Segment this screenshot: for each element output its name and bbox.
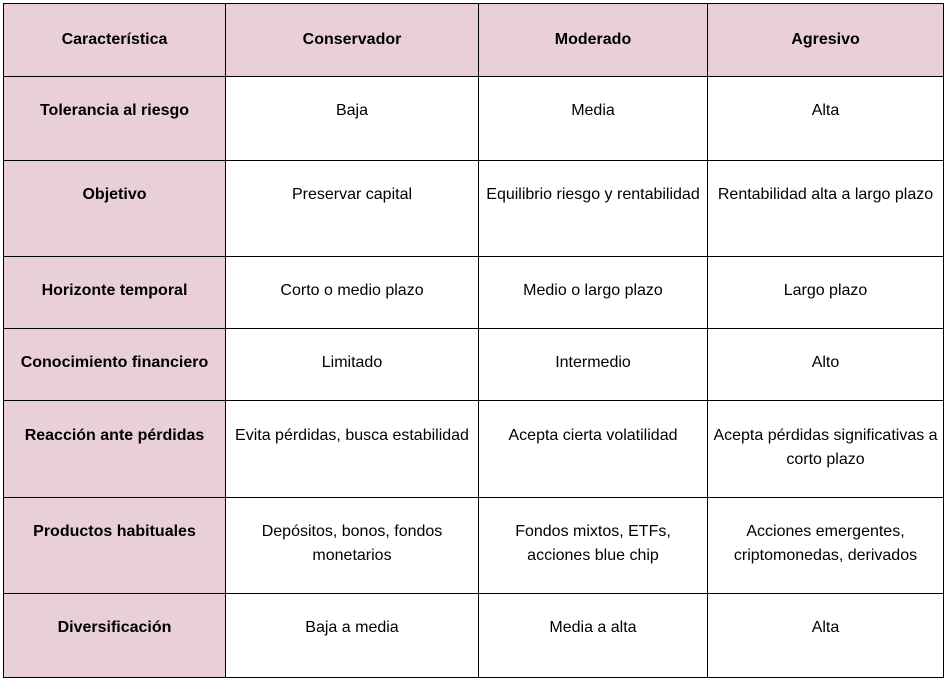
row-label-text: Conocimiento financiero bbox=[20, 354, 209, 371]
cell-text: Medio o largo plazo bbox=[523, 282, 663, 299]
header-moderado: Moderado bbox=[479, 4, 708, 77]
cell-text: Corto o medio plazo bbox=[280, 282, 424, 299]
table-cell bbox=[226, 161, 479, 257]
table-cell bbox=[226, 257, 479, 329]
cell-text: Rentabilidad alta a largo plazo bbox=[717, 186, 934, 203]
table-row bbox=[4, 161, 944, 257]
table-cell bbox=[708, 329, 944, 401]
cell-text: Largo plazo bbox=[783, 282, 868, 299]
table-cell bbox=[479, 498, 708, 594]
table-cell bbox=[479, 594, 708, 678]
cell-text: Baja a media bbox=[305, 619, 399, 636]
row-label-text: Objetivo bbox=[82, 186, 147, 203]
header-conservador: Conservador bbox=[226, 4, 479, 77]
table-cell bbox=[708, 498, 944, 594]
table-header-row bbox=[4, 4, 944, 77]
row-label-text: Tolerancia al riesgo bbox=[39, 102, 190, 119]
row-label bbox=[4, 329, 226, 401]
cell-text: Acepta pérdidas significativas a corto plazo bbox=[713, 427, 938, 468]
table-cell bbox=[226, 498, 479, 594]
cell-text: Evita pérdidas, busca estabilidad bbox=[235, 427, 469, 444]
table-cell bbox=[479, 161, 708, 257]
table-cell bbox=[708, 594, 944, 678]
table-row bbox=[4, 77, 944, 161]
row-label-text: Productos habituales bbox=[33, 523, 196, 540]
table-cell bbox=[226, 77, 479, 161]
table-cell bbox=[708, 401, 944, 498]
cell-text: Alta bbox=[811, 619, 840, 636]
cell-text: Alta bbox=[811, 102, 840, 119]
table-cell bbox=[479, 401, 708, 498]
table-row bbox=[4, 257, 944, 329]
cell-text: Fondos mixtos, ETFs, acciones blue chip bbox=[515, 523, 671, 564]
cell-text: Preservar capital bbox=[291, 186, 413, 203]
cell-text: Baja bbox=[335, 102, 369, 119]
row-label-text: Reacción ante pérdidas bbox=[24, 427, 205, 444]
table-row bbox=[4, 401, 944, 498]
row-label bbox=[4, 257, 226, 329]
table-cell bbox=[479, 77, 708, 161]
table-row bbox=[4, 498, 944, 594]
cell-text: Limitado bbox=[321, 354, 383, 371]
table-row bbox=[4, 329, 944, 401]
investor-profile-table bbox=[3, 3, 944, 678]
cell-text: Media bbox=[571, 102, 615, 119]
table-cell bbox=[226, 401, 479, 498]
cell-text: Depósitos, bonos, fondos monetarios bbox=[261, 523, 443, 564]
table-row bbox=[4, 594, 944, 678]
row-label-text: Horizonte temporal bbox=[41, 282, 188, 299]
cell-text: Media a alta bbox=[549, 619, 637, 636]
row-label bbox=[4, 401, 226, 498]
row-label bbox=[4, 498, 226, 594]
table-cell bbox=[479, 257, 708, 329]
row-label bbox=[4, 594, 226, 678]
table-cell bbox=[708, 257, 944, 329]
table-cell bbox=[708, 161, 944, 257]
row-label bbox=[4, 161, 226, 257]
table-cell bbox=[479, 329, 708, 401]
header-agresivo: Agresivo bbox=[708, 4, 944, 77]
header-caracteristica: Característica bbox=[4, 4, 226, 77]
cell-text: Acciones emergentes, criptomonedas, derivados bbox=[733, 523, 918, 564]
cell-text: Acepta cierta volatilidad bbox=[508, 427, 678, 444]
cell-text: Alto bbox=[811, 354, 840, 371]
table-cell bbox=[708, 77, 944, 161]
cell-text: Intermedio bbox=[555, 354, 631, 371]
row-label-text: Diversificación bbox=[57, 619, 172, 636]
row-label bbox=[4, 77, 226, 161]
cell-text: Equilibrio riesgo y rentabilidad bbox=[486, 186, 700, 203]
table-cell bbox=[226, 329, 479, 401]
table-cell bbox=[226, 594, 479, 678]
